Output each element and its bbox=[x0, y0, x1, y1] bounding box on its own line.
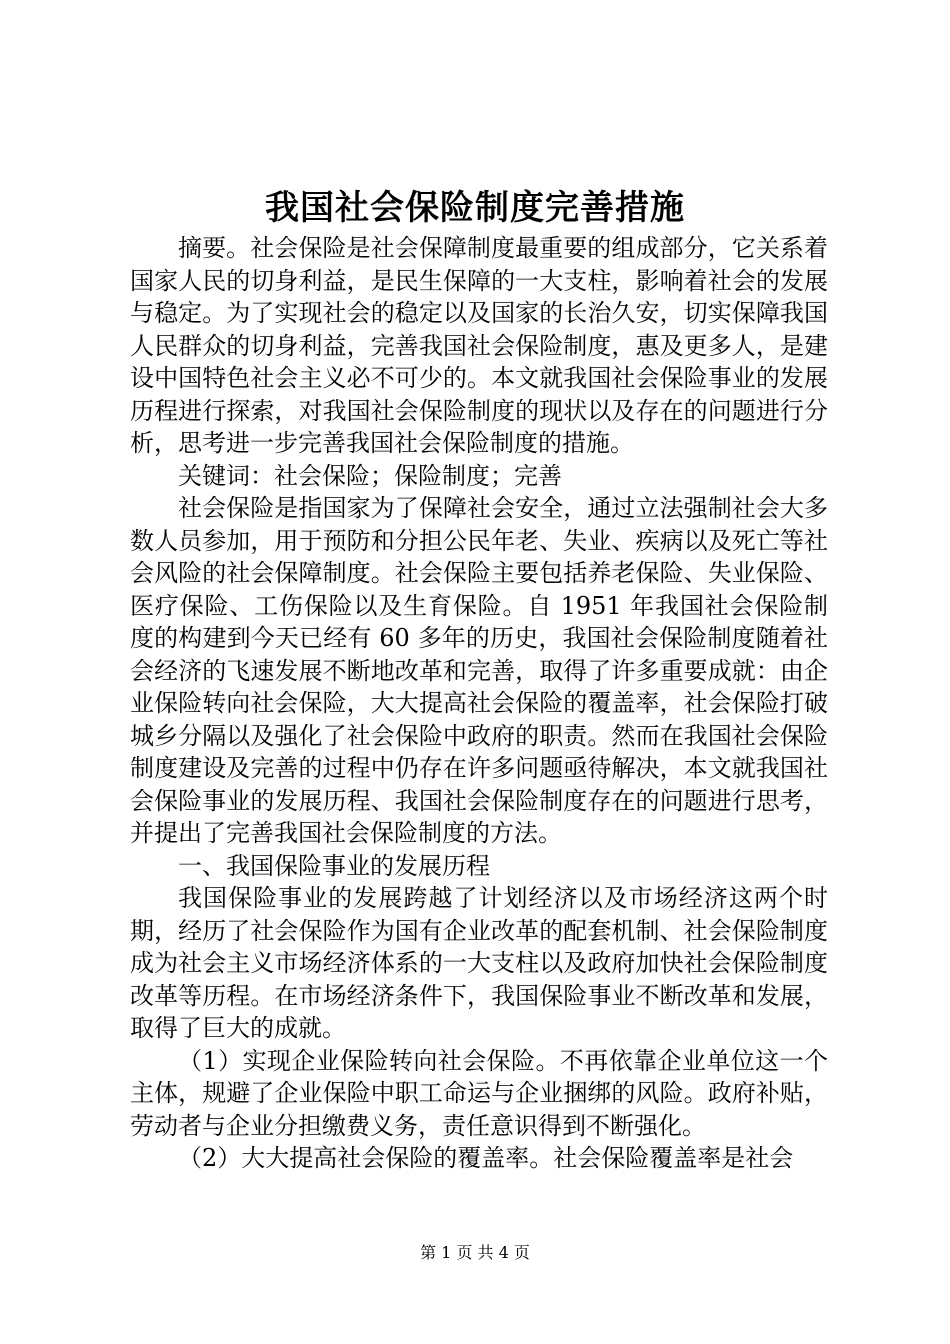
document-title: 我国社会保险制度完善措施 bbox=[265, 188, 685, 228]
section-paragraph: 我国保险事业的发展跨越了计划经济以及市场经济这两个时期，经历了社会保险作为国有企业改革的配套机制、社会保险制度成为社会主义市场经济体系的一大支柱以及政府加快社会保险制度改革等历程。在市场经济条件下，我国保险事业不断改革和发展，取得了巨大的成就。 bbox=[130, 884, 828, 1042]
document-body bbox=[130, 232, 828, 1175]
list-item-1: （1）实现企业保险转向社会保险。不再依靠企业单位这一个主体，规避了企业保险中职工命运与企业捆绑的风险。政府补贴，劳动者与企业分担缴费义务，责任意识得到不断强化。 bbox=[130, 1046, 828, 1140]
keywords-paragraph: 关键词：社会保险；保险制度；完善 bbox=[178, 461, 562, 490]
page-footer: 第 1 页 共 4 页 bbox=[420, 1243, 530, 1262]
list-item-2: （2）大大提高社会保险的覆盖率。社会保险覆盖率是社会 bbox=[178, 1144, 794, 1172]
abstract-paragraph: 摘要。社会保险是社会保障制度最重要的组成部分，它关系着国家人民的切身利益，是民生保障的一大支柱，影响着社会的发展与稳定。为了实现社会的稳定以及国家的长治久安，切实保障我国人民群众的切身利益，完善我国社会保险制度，惠及更多人，是建设中国特色社会主义必不可少的。本文就我国社会保险事业的发展历程进行探索，对我国社会保险制度的现状以及存在的问题进行分析，思考进一步完善我国社会保险制度的措施。 bbox=[130, 234, 828, 457]
section-heading: 一、我国保险事业的发展历程 bbox=[178, 851, 490, 880]
intro-paragraph: 社会保险是指国家为了保障社会安全，通过立法强制社会大多数人员参加，用于预防和分担公民年老、失业、疾病以及死亡等社会风险的社会保障制度。社会保险主要包括养老保险、失业保险、医疗保险、工伤保险以及生育保险。自 1951 年我国社会保险制度的构建到今天已经有 60 多年的历史，我国社会保险制度随着社会经济的飞速发展不断地改革和完善，取得了许多重要成就：由企业保险转向社会保险，大大提高社会保险的覆盖率，社会保险打破城乡分隔以及强化了社会保险中政府的职责。然而在我国社会保险制度建设及完善的过程中仍存在许多问题亟待解决，本文就我国社会保险事业的发展历程、我国社会保险制度存在的问题进行思考，并提出了完善我国社会保险制度的方法。 bbox=[130, 494, 828, 847]
